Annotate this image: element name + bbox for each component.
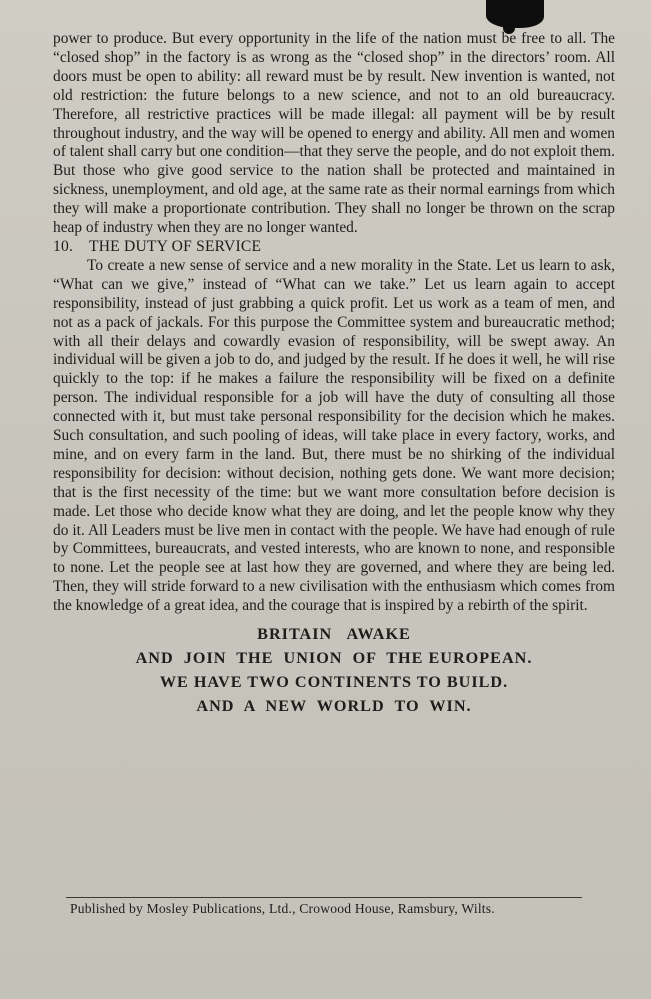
section-heading — [53, 238, 615, 257]
ink-blot — [486, 0, 544, 28]
slogan-line: WE HAVE TWO CONTINENTS TO BUILD. — [159, 673, 509, 692]
footer-divider — [66, 897, 582, 898]
slogan-line: AND A NEW WORLD TO WIN. — [196, 697, 472, 716]
section-title: THE DUTY OF SERVICE — [89, 237, 262, 255]
section-number: 10. — [53, 237, 74, 255]
paragraph-top: power to produce. But every opportunity in the life of the nation must be free to all. The “closed shop” in the factory is as wrong as the “closed shop” in the directors’ room. All doors must be open to ability: all reward must be by result. New invention is wanted, not old restriction: the future belongs to a new science, and not to an old bureaucracy. Therefore, all restrictive practices will be made illegal: all payment will be by result throughout industry, and the way will be opened to energy and ability. All men and women of talent shall carry but one condition—that they serve the people, and do not exploit them. But those who give good service to the nation shall be protected and maintained in sickness, unemployment, and old age, at the same rate as their normal earnings from which they will make a proportionate contribution. They shall no longer be thrown on the scrap heap of industry when they are no longer wanted. — [53, 30, 615, 237]
slogan-line: AND JOIN THE UNION OF THE EUROPEAN. — [135, 649, 533, 668]
section-body: To create a new sense of service and a new morality in the State. Let us learn to ask, “What can we give,” instead of “What can we take.” Let us learn again to accept responsibility, instead of just grabbing a quick profit. Let us work as a team of men, and not as a pack of jackals. For this purpose the Committee system and bureaucratic method; with all their delays and cowardly evasion of responsibility, will be swept away. An individual will be given a job to do, and judged by the result. If he does it well, he will rise quickly to the top: if he makes a failure the responsibility will be fixed on a definite person. The individual responsible for a job will have the duty of consulting all those connected with it, but must take personal responsibility for the decision which he makes. Such consultation, and such pooling of ideas, will take place in every factory, works, and mine, and on every farm in the land. But, there must be no shirking of the individual responsibility for decision: without decision, nothing gets done. We want more decision; that is the first necessity of the time: but we want more consultation before decision is made. Let those who decide know what they are doing, and let the people know why they do it. All Leaders must be live men in contact with the people. We have had enough of rule by Committees, bureaucrats, and vested interests, who are known to none, and responsible to none. Let the people see at last how they are governed, and where they are being led. Then, they will stride forward to a new civilisation with the enthusiasm which comes from the knowledge of a great idea, and the courage that is inspired by a rebirth of the spirit. — [53, 256, 615, 615]
text-column — [53, 30, 615, 718]
slogans-block — [53, 622, 615, 718]
publisher-imprint: Published by Mosley Publications, Ltd., Crowood House, Ramsbury, Wilts. — [70, 901, 495, 916]
slogan-line: BRITAIN AWAKE — [257, 625, 411, 644]
